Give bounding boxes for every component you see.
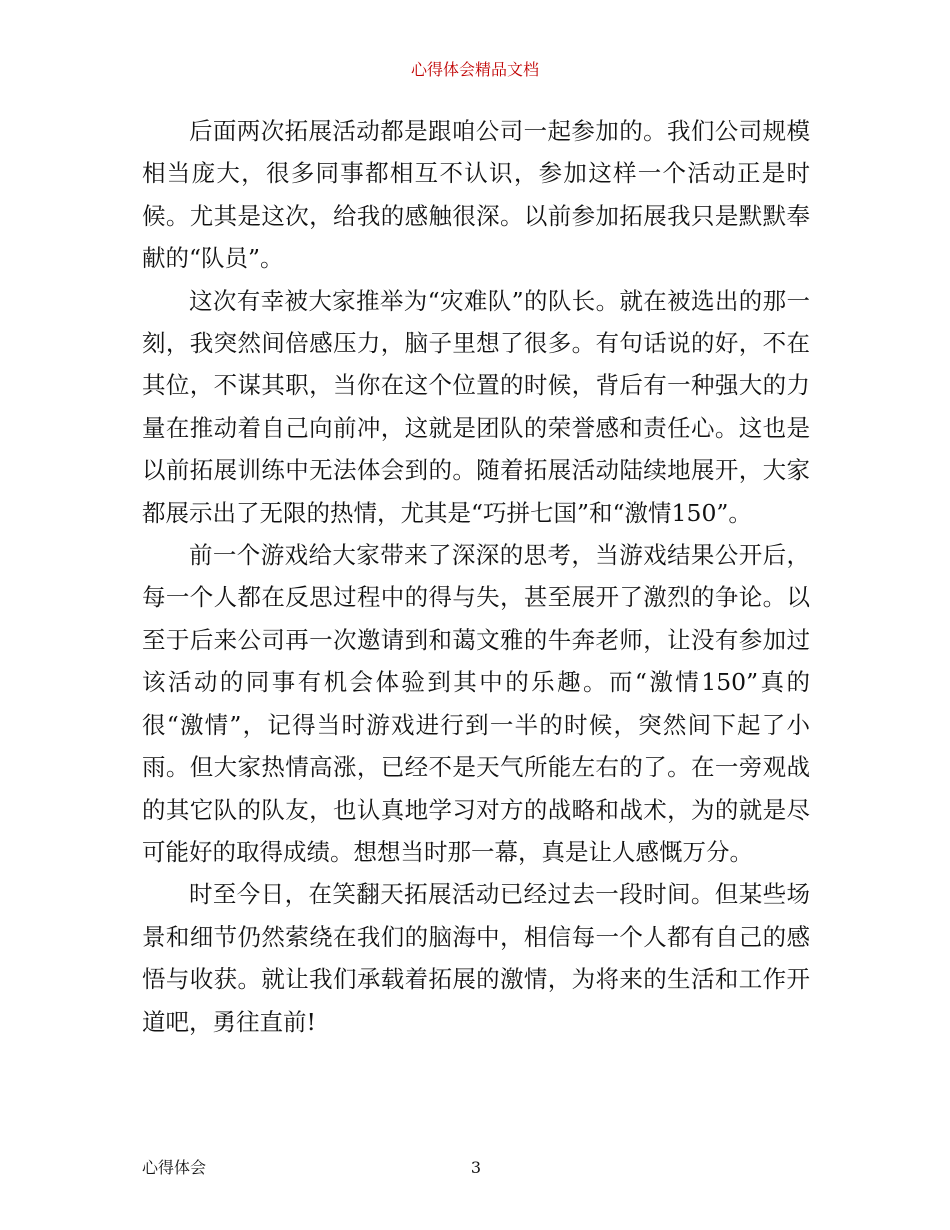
page-header-title: 心得体会精品文档 xyxy=(410,60,539,79)
paragraph-1: 后面两次拓展活动都是跟咱公司一起参加的。我们公司规模相当庞大，很多同事都相互不认识，参加这样一个活动正是时候。尤其是这次，给我的感触很深。以前参加拓展我只是默默奉献的“队员”。 xyxy=(142,117,810,273)
page-number: 3 xyxy=(470,1158,482,1177)
footer-label: 心得体会 xyxy=(142,1158,207,1177)
paragraph-2: 这次有幸被大家推举为“灾难队”的队长。就在被选出的那一刻，我突然间倍感压力，脑子里想了很多。有句话说的好，不在其位，不谋其职，当你在这个位置的时候，背后有一种强大的力量在推动着自己向前冲，这就是团队的荣誉感和责任心。这也是以前拓展训练中无法体会到的。随着拓展活动陆续地展开，大家都展示出了无限的热情，尤其是“巧拼七国”和“激情150”。 xyxy=(142,286,810,527)
document-body xyxy=(142,110,810,1043)
paragraph-4: 时至今日，在笑翻天拓展活动已经过去一段时间。但某些场景和细节仍然萦绕在我们的脑海中，相信每一个人都有自己的感悟与收获。就让我们承载着拓展的激情，为将来的生活和工作开道吧，勇往直前! xyxy=(142,880,810,1036)
paragraph-3: 前一个游戏给大家带来了深深的思考，当游戏结果公开后，每一个人都在反思过程中的得与失，甚至展开了激烈的争论。以至于后来公司再一次邀请到和蔼文雅的牛奔老师，让没有参加过该活动的同事有机会体验到其中的乐趣。而“激情150”真的很“激情”，记得当时游戏进行到一半的时候，突然间下起了小雨。但大家热情高涨，已经不是天气所能左右的了。在一旁观战的其它队的队友，也认真地学习对方的战略和战术，为的就是尽可能好的取得成绩。想想当时那一幕，真是让人感慨万分。 xyxy=(142,541,810,866)
